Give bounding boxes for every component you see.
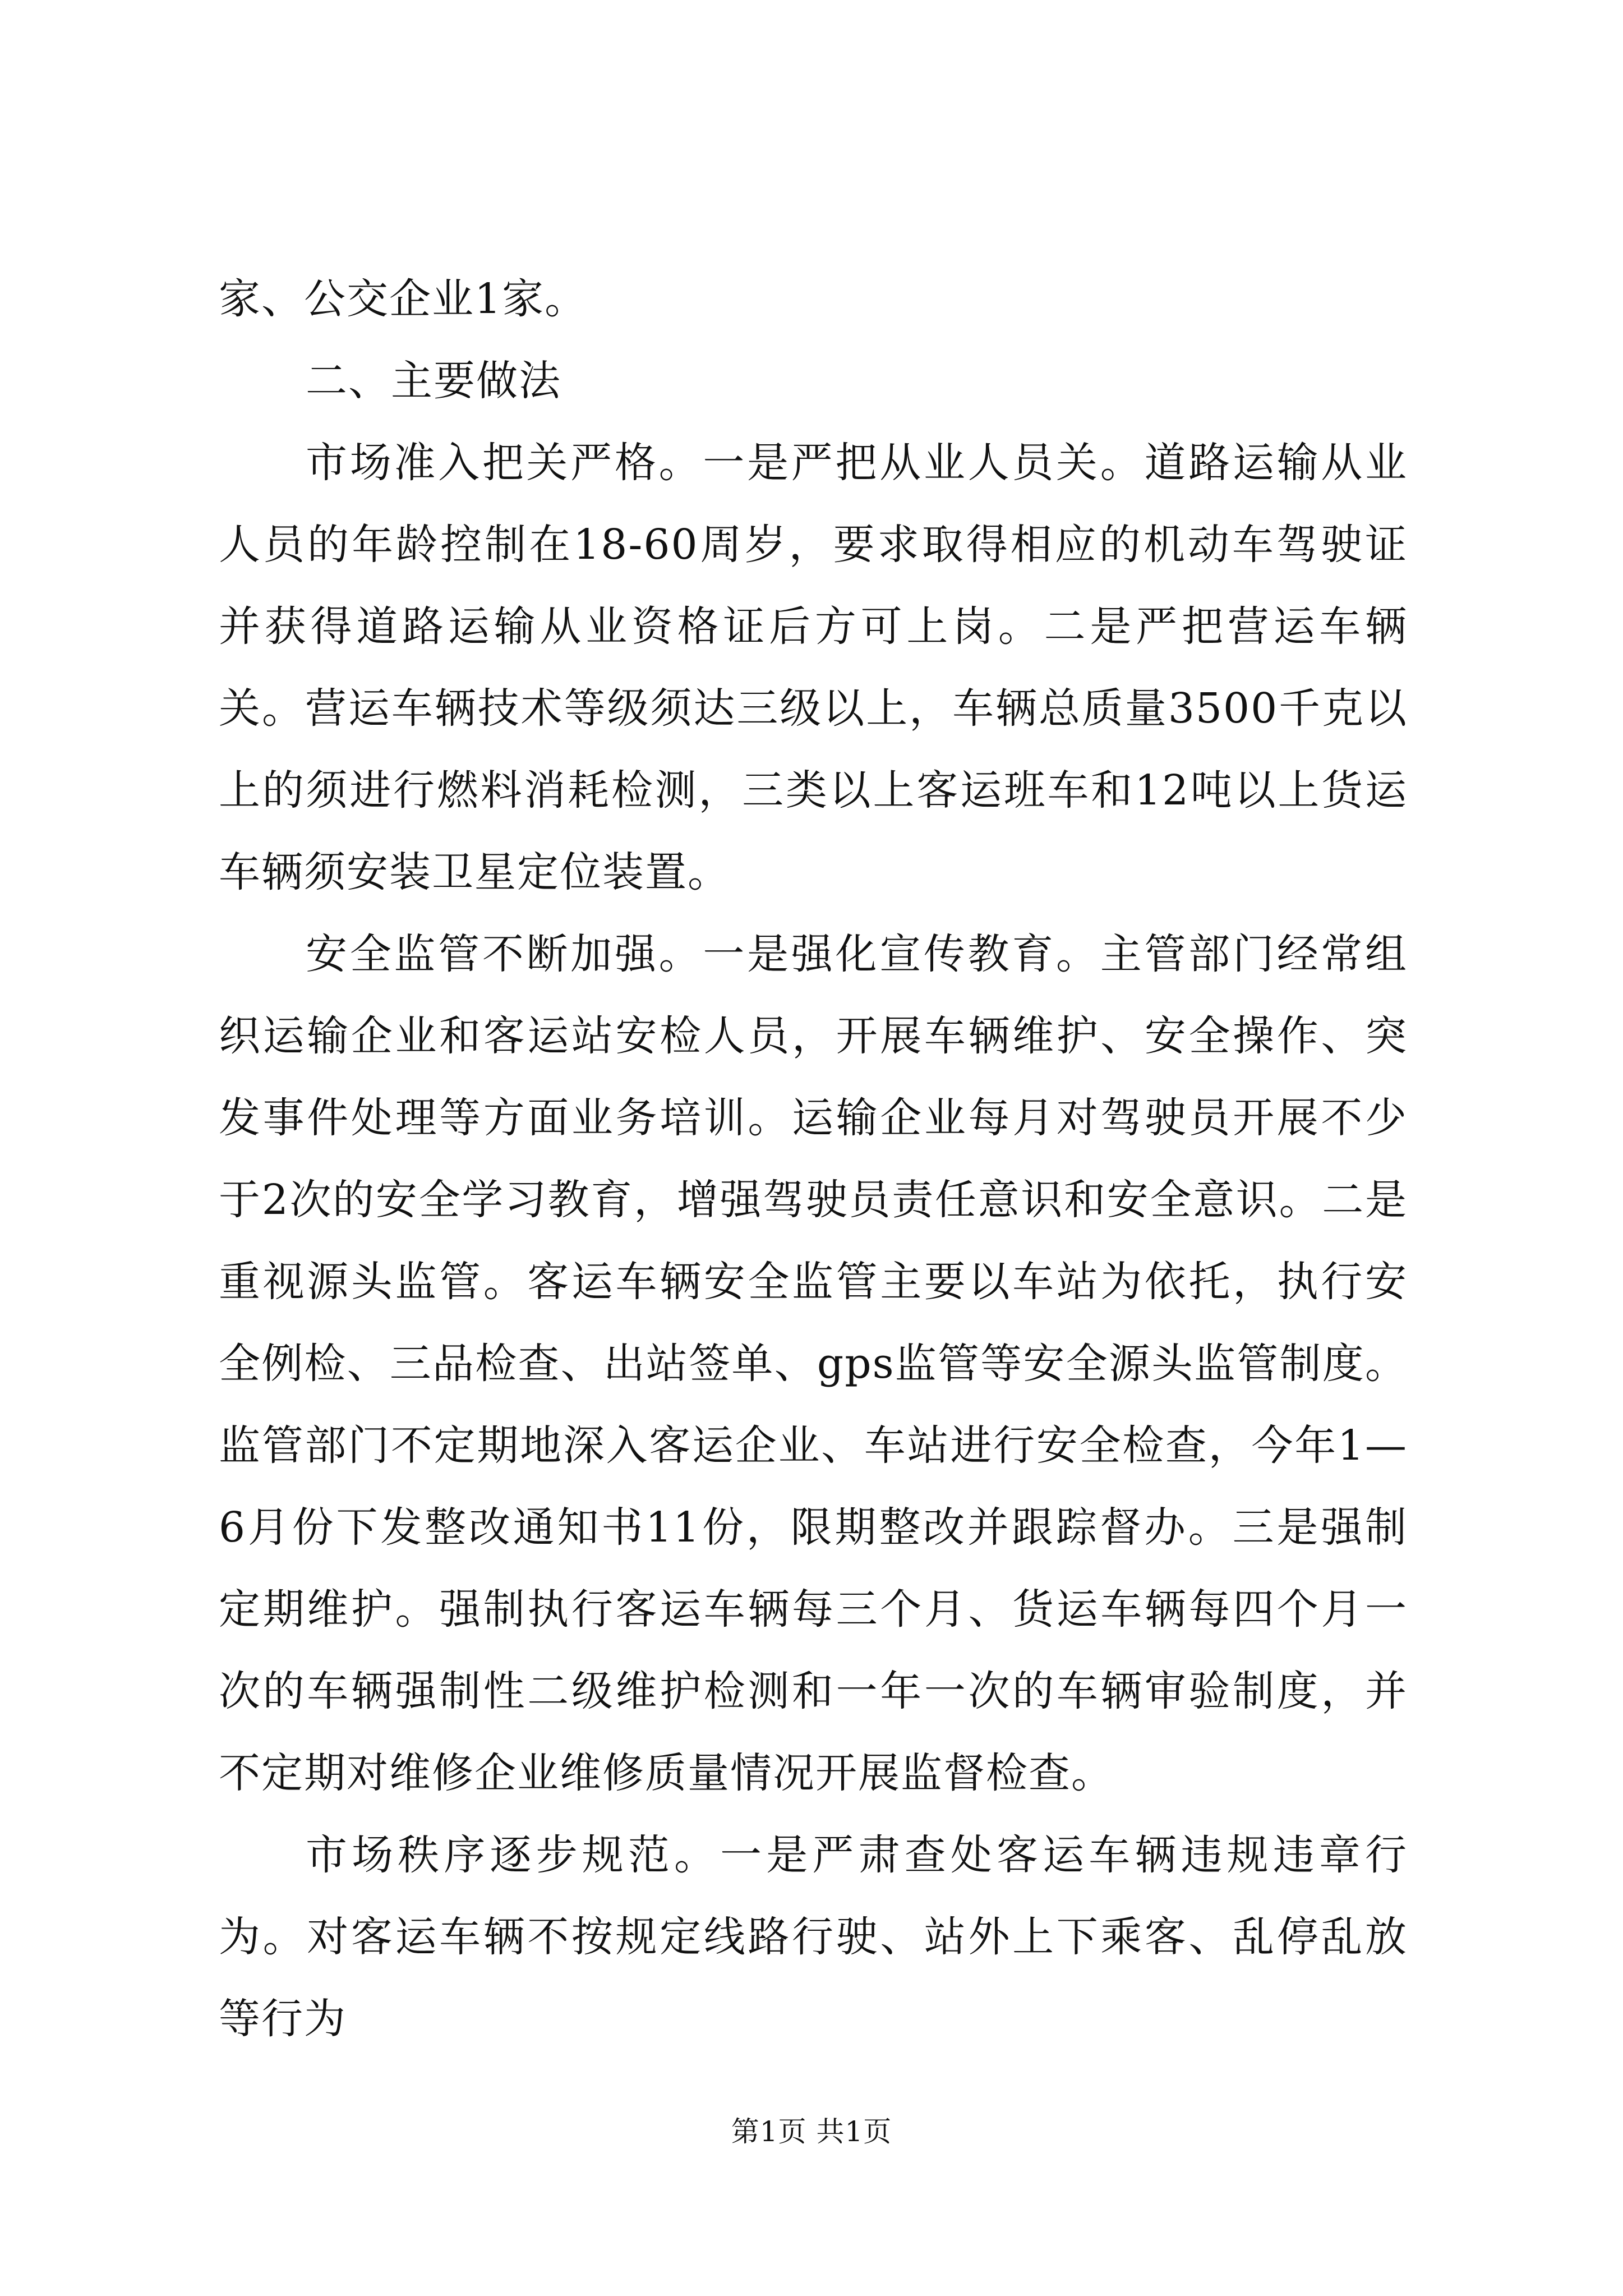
document-body (219, 258, 1408, 2060)
paragraph-safety-supervision: 安全监管不断加强。一是强化宣传教育。主管部门经常组织运输企业和客运站安检人员，开展车辆维护、安全操作、突发事件处理等方面业务培训。运输企业每月对驾驶员开展不少于2次的安全学习教育，增强驾驶员责任意识和安全意识。二是重视源头监管。客运车辆安全监管主要以车站为依托，执行安全例检、三品检查、出站签单、gps监管等安全源头监管制度。监管部门不定期地深入客运企业、车站进行安全检查，今年1—6月份下发整改通知书11份，限期整改并跟踪督办。三是强制定期维护。强制执行客运车辆每三个月、货运车辆每四个月一次的车辆强制性二级维护检测和一年一次的车辆审验制度，并不定期对维修企业维修质量情况开展监督检查。 (219, 930, 1408, 1797)
paragraph-continuation: 家、公交企业1家。 (219, 275, 588, 323)
paragraph-market-access: 市场准入把关严格。一是严把从业人员关。道路运输从业人员的年龄控制在18-60周岁，要求取得相应的机动车驾驶证并获得道路运输从业资格证后方可上岗。二是严把营运车辆关。营运车辆技术等级须达三级以上，车辆总质量3500千克以上的须进行燃料消耗检测，三类以上客运班车和12吨以上货运车辆须安装卫星定位装置。 (219, 439, 1408, 896)
paragraph-market-order: 市场秩序逐步规范。一是严肃查处客运车辆违规违章行为。对客运车辆不按规定线路行驶、站外上下乘客、乱停乱放等行为 (219, 1831, 1408, 2043)
section-heading: 二、主要做法 (306, 357, 561, 405)
page-footer: 第1页 共1页 (731, 2115, 892, 2148)
